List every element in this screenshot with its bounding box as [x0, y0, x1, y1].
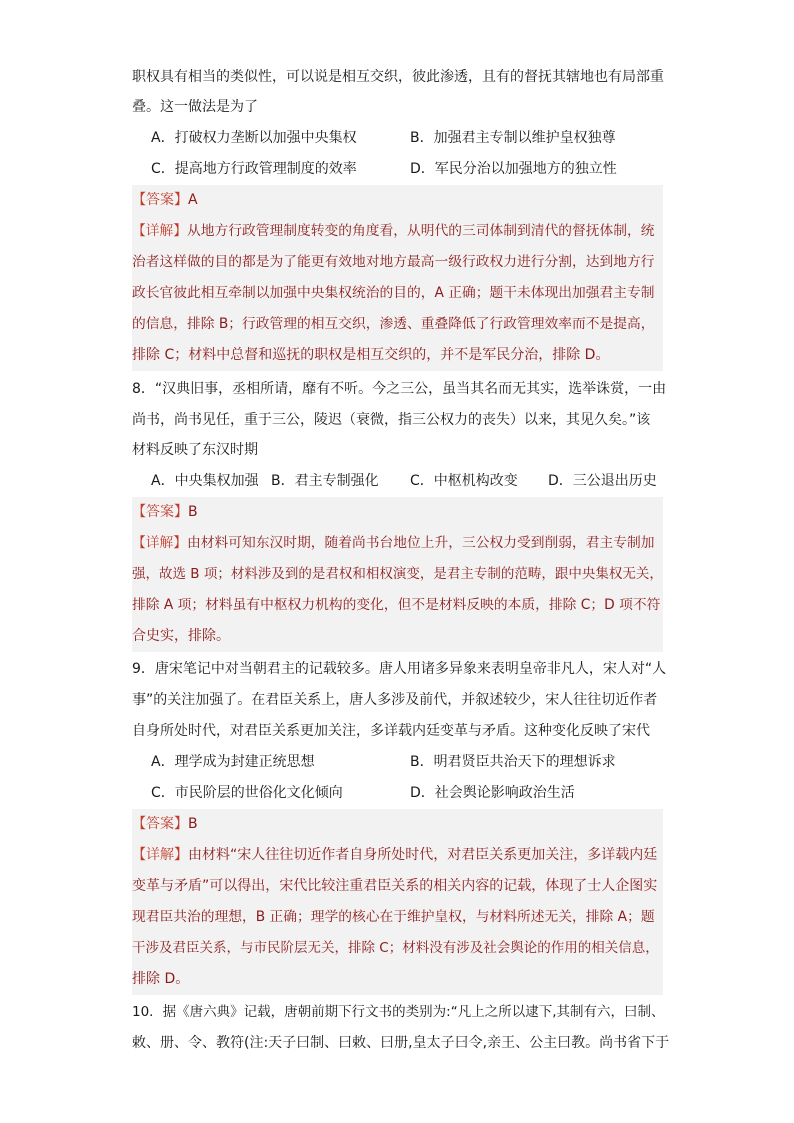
- q8-analysis-line: 强，故选 B 项；材料涉及到的是君权和相权演变，是君主专制的范畴，跟中央集权无关，: [132, 566, 663, 582]
- q7-option-a[interactable]: A．打破权力垄断以加强中央集权: [151, 130, 357, 146]
- q8-stem-line: 材料反映了东汉时期: [132, 442, 258, 458]
- q8-option-c[interactable]: C．中枢机构改变: [410, 473, 518, 489]
- q7-answer-value: A: [188, 192, 198, 208]
- q9-answer-row: [132, 809, 663, 840]
- q8-analysis-text: 由材料可知东汉时期，随着尚书台地位上升，三公权力受到削弱，君主专制加: [187, 535, 655, 551]
- q8-analysis-line: 合史实，排除。: [132, 628, 230, 644]
- q9-stem-line: 自身所处时代，对君臣关系更加关注，多详载内廷变革与矛盾。这种变化反映了宋代: [132, 723, 650, 739]
- q7-option-d[interactable]: D．军民分治以加强地方的独立性: [410, 161, 617, 177]
- q7-option-b[interactable]: B．加强君主专制以维护皇权独尊: [410, 130, 616, 146]
- q9-analysis-text: 由材料“宋人往往切近作者自身所处时代，对君臣关系更加关注，多详载内廷: [188, 847, 658, 863]
- q8-analysis-line: 排除 A 项；材料虽有中枢权力机构的变化，但不是材料反映的本质，排除 C；D 项不符: [132, 597, 661, 613]
- q8-option-b[interactable]: B．君主专制强化: [271, 473, 379, 489]
- q8-answer-value: B: [188, 504, 198, 520]
- q9-answer-value: B: [188, 816, 198, 832]
- q8-analysis-line: [132, 528, 663, 559]
- analysis-tag: 【详解】: [132, 535, 188, 551]
- q9-option-c[interactable]: C．市民阶层的世俗化文化倾向: [151, 785, 343, 801]
- q7-analysis-line: 排除 C；材料中总督和巡抚的职权是相互交织的，并不是军民分治，排除 D。: [132, 347, 610, 363]
- q8-stem-line: 尚书，尚书见任，重于三公，陵迟（衰微，指三公权力的丧失）以来，其见久矣。”该: [132, 412, 651, 428]
- answer-tag: 【答案】: [132, 816, 188, 832]
- q7-answer-row: [132, 185, 663, 216]
- q9-analysis-line: 现君臣共治的理想，B 正确；理学的核心在于维护皇权，与材料所述无关，排除 A；题: [132, 909, 655, 925]
- analysis-tag: 【详解】: [132, 847, 188, 863]
- q9-option-d[interactable]: D．社会舆论影响政治生活: [410, 785, 575, 801]
- q7-answer-block: [132, 185, 663, 371]
- q7-analysis-line: 治者这样做的目的都是为了能更有效地对地方最高一级行政权力进行分割，达到地方行: [132, 254, 655, 270]
- q9-option-a[interactable]: A．理学成为封建正统思想: [151, 754, 315, 770]
- q9-analysis-line: 变革与矛盾”可以得出，宋代比较注重君臣关系的相关内容的记载，体现了士人企图实: [132, 878, 658, 894]
- q7-analysis-line: 的信息，排除 B；行政管理的相互交织，渗透、重叠降低了行政管理效率而不是提高，: [132, 316, 655, 332]
- q8-option-a[interactable]: A．中央集权加强: [151, 473, 259, 489]
- q7-stem-line: 叠。这一做法是为了: [132, 99, 258, 115]
- analysis-tag: 【详解】: [132, 223, 188, 239]
- q9-answer-block: [132, 809, 663, 995]
- q7-analysis-line: [132, 216, 663, 247]
- q9-option-b[interactable]: B．明君贤臣共治天下的理想诉求: [410, 754, 616, 770]
- q7-analysis-line: 政长官彼此相互牵制以加强中央集权统治的目的，A 正确；题干未体现出加强君主专制: [132, 285, 655, 301]
- q7-analysis-text: 从地方行政管理制度转变的角度看，从明代的三司体制到清代的督抚体制，统: [187, 223, 655, 239]
- q10-stem-line: 敕、册、令、教符(注:天子曰制、曰敕、曰册,皇太子曰令,亲王、公主曰教。尚书省下于: [132, 1035, 670, 1051]
- q8-answer-row: [132, 497, 663, 528]
- q9-analysis-line: 排除 D。: [132, 971, 190, 987]
- q9-analysis-line: [132, 840, 663, 871]
- q7-option-c[interactable]: C．提高地方行政管理制度的效率: [151, 161, 357, 177]
- q8-option-d[interactable]: D．三公退出历史: [548, 473, 657, 489]
- answer-tag: 【答案】: [132, 504, 188, 520]
- q7-stem-line: 职权具有相当的类似性，可以说是相互交织，彼此渗透，且有的督抚其辖地也有局部重: [132, 69, 664, 85]
- q9-stem-line: 事”的关注加强了。在君臣关系上，唐人多涉及前代，并叙述较少，宋人往往切近作者: [132, 692, 658, 708]
- q10-stem-line: 10．据《唐六典》记载，唐朝前期下行文书的类别为:“凡上之所以逮下,其制有六，曰制、: [132, 1004, 665, 1020]
- q9-stem-line: 9．唐宋笔记中对当朝君主的记载较多。唐人用诸多异象来表明皇帝非凡人，宋人对“人: [132, 661, 667, 677]
- answer-tag: 【答案】: [132, 192, 188, 208]
- q8-stem-line: 8．“汉典旧事，丞相所请，靡有不听。今之三公，虽当其名而无其实，选举诛赏，一由: [132, 381, 667, 397]
- q8-answer-block: [132, 497, 663, 652]
- q9-analysis-line: 干涉及君臣关系，与市民阶层无关，排除 C；材料没有涉及社会舆论的作用的相关信息，: [132, 940, 659, 956]
